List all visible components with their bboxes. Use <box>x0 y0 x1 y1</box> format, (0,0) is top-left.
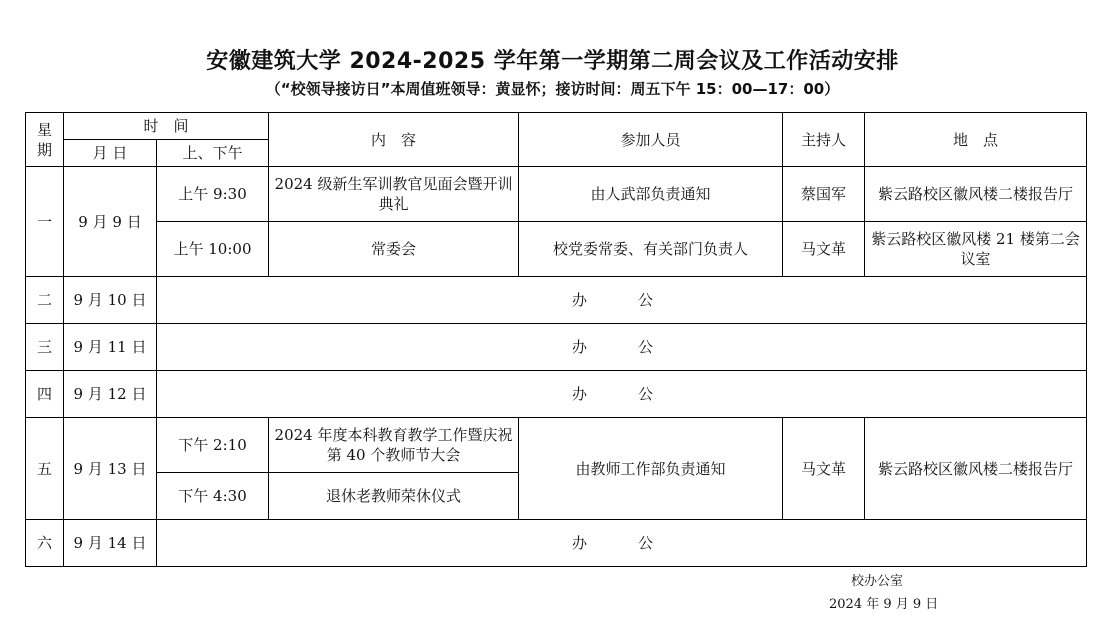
office-cell: 办 公 <box>157 371 1087 418</box>
time-cell: 下午 4:30 <box>157 473 269 520</box>
participants-cell: 校党委常委、有关部门负责人 <box>519 222 783 277</box>
host-cell: 马文革 <box>783 418 865 520</box>
header-location: 地 点 <box>865 113 1087 167</box>
location-cell: 紫云路校区徽风楼二楼报告厅 <box>865 418 1087 520</box>
office-cell: 办 公 <box>157 324 1087 371</box>
date-cell: 9 月 11 日 <box>64 324 157 371</box>
office-cell: 办 公 <box>157 277 1087 324</box>
host-cell: 蔡国军 <box>783 167 865 222</box>
header-ampm: 上、下午 <box>157 140 269 167</box>
location-cell: 紫云路校区徽风楼 21 楼第二会议室 <box>865 222 1087 277</box>
table-row <box>26 277 1087 324</box>
table-row <box>26 418 1087 473</box>
issue-date: 2024 年 9 月 9 日 <box>829 597 939 612</box>
time-cell: 下午 2:10 <box>157 418 269 473</box>
header-date: 月 日 <box>64 140 157 167</box>
header-weekday: 星期 <box>26 113 64 167</box>
content-cell: 2024 年度本科教育教学工作暨庆祝第 40 个教师节大会 <box>269 418 519 473</box>
weekday-cell: 五 <box>26 418 64 520</box>
date-cell: 9 月 9 日 <box>64 167 157 277</box>
date-cell: 9 月 10 日 <box>64 277 157 324</box>
header-content: 内 容 <box>269 113 519 167</box>
issuing-office: 校办公室 <box>851 574 904 589</box>
office-cell: 办 公 <box>157 520 1087 567</box>
header-row-1 <box>26 113 1087 140</box>
table-row <box>26 222 1087 277</box>
header-participants: 参加人员 <box>519 113 783 167</box>
weekday-cell: 一 <box>26 167 64 277</box>
schedule-table <box>25 112 1087 567</box>
time-cell: 上午 9:30 <box>157 167 269 222</box>
weekday-cell: 六 <box>26 520 64 567</box>
table-row <box>26 324 1087 371</box>
table-row <box>26 167 1087 222</box>
participants-cell: 由教师工作部负责通知 <box>519 418 783 520</box>
date-cell: 9 月 14 日 <box>64 520 157 567</box>
location-cell: 紫云路校区徽风楼二楼报告厅 <box>865 167 1087 222</box>
host-cell: 马文革 <box>783 222 865 277</box>
header-host: 主持人 <box>783 113 865 167</box>
weekday-cell: 四 <box>26 371 64 418</box>
content-cell: 常委会 <box>269 222 519 277</box>
date-cell: 9 月 13 日 <box>64 418 157 520</box>
document-title: 安徽建筑大学 2024-2025 学年第一学期第二周会议及工作活动安排 <box>206 49 899 74</box>
content-cell: 退休老教师荣休仪式 <box>269 473 519 520</box>
time-cell: 上午 10:00 <box>157 222 269 277</box>
content-cell: 2024 级新生军训教官见面会暨开训典礼 <box>269 167 519 222</box>
participants-cell: 由人武部负责通知 <box>519 167 783 222</box>
date-cell: 9 月 12 日 <box>64 371 157 418</box>
header-time: 时 间 <box>64 113 269 140</box>
table-row <box>26 371 1087 418</box>
weekday-cell: 二 <box>26 277 64 324</box>
weekday-cell: 三 <box>26 324 64 371</box>
document-subtitle: （“校领导接访日”本周值班领导：黄显怀；接访时间：周五下午 15：00—17：00） <box>265 80 840 98</box>
table-row <box>26 520 1087 567</box>
